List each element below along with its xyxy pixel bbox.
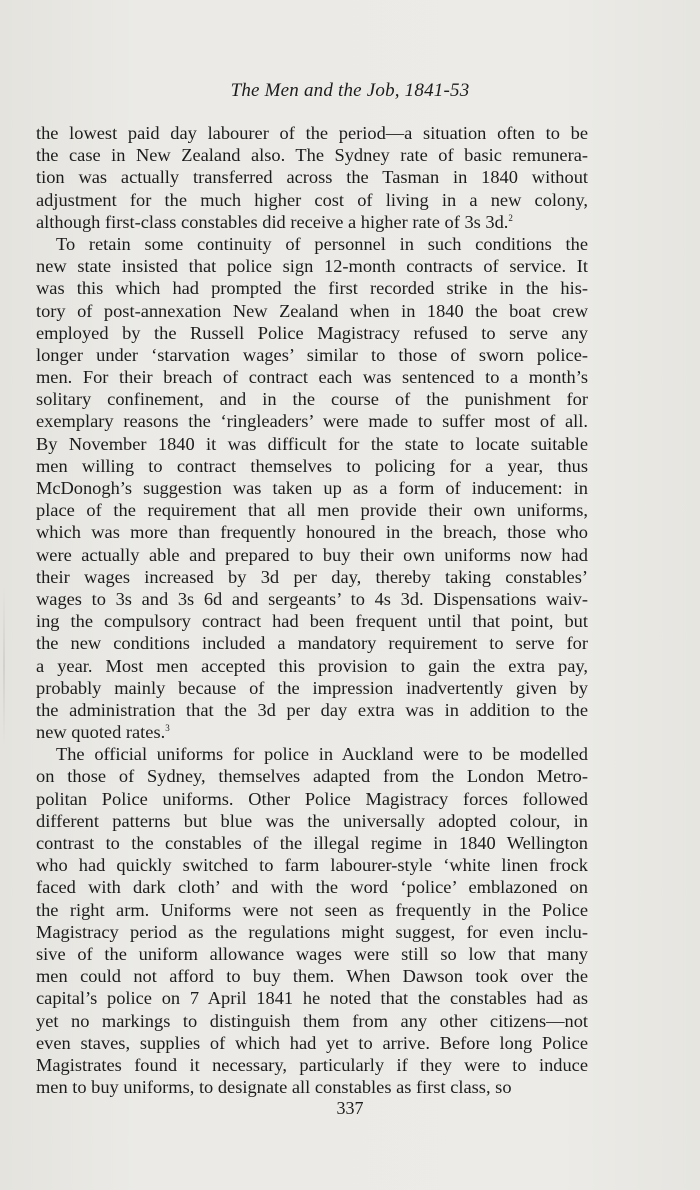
page-edge-shadow — [3, 586, 5, 746]
text-line: men willing to contract themselves to policing for a year, thus — [36, 455, 588, 476]
text-line: new state insisted that police sign 12-month contracts of service. It — [36, 256, 588, 277]
text-line: place of the requirement that all men provide their own uniforms, — [36, 500, 588, 521]
text-line: Magistrates found it necessary, particularly if they were to induce — [36, 1054, 588, 1075]
text-line: Magistracy period as the regulations might suggest, for even inclu- — [36, 921, 588, 942]
text-line: tion was actually transferred across the Tasman in 1840 without — [36, 167, 588, 188]
text-line: men to buy uniforms, to designate all constables as first class, so — [36, 1077, 512, 1098]
text-line: the administration that the 3d per day extra was in addition to the — [36, 699, 588, 720]
text-line: McDonogh’s suggestion was taken up as a form of inducement: in — [36, 478, 588, 498]
text-line: exemplary reasons the ‘ringleaders’ were made to suffer most of all. — [36, 411, 588, 432]
text-line: even staves, supplies of which had yet to arrive. Before long Police — [36, 1032, 588, 1053]
text-line: new quoted rates.$^3$ — [36, 722, 170, 743]
text-line: the right arm. Uniforms were not seen as frequently in the Police — [36, 899, 588, 920]
running-header: The Men and the Job, 1841-53 — [230, 80, 470, 101]
text-line: employed by the Russell Police Magistracy refused to serve any — [36, 322, 588, 343]
text-line: probably mainly because of the impression inadvertently given by — [36, 677, 588, 698]
footnote-marker: 3 — [165, 723, 170, 734]
text-line: although first-class constables did receive a higher rate of 3s 3d.$^2$ — [36, 211, 513, 232]
text-line: a year. Most men accepted this provision to gain the extra pay, — [36, 655, 588, 676]
text-line: men could not afford to buy them. When Dawson took over the — [36, 966, 588, 987]
text-line: the case in New Zealand also. The Sydney rate of basic remunera- — [36, 145, 588, 166]
text-line: The official uniforms for police in Auckland were to be modelled — [56, 744, 588, 765]
text-line: yet no markings to distinguish them from any other citizens—not — [36, 1010, 588, 1031]
text-line: men. For their breach of contract each was sentenced to a month’s — [36, 367, 588, 388]
body-text — [36, 122, 588, 1098]
text-line: who had quickly switched to farm labourer-style ‘white linen frock — [36, 855, 588, 876]
text-line: adjustment for the much higher cost of living in a new colony, — [36, 189, 588, 210]
text-line: To retain some continuity of personnel in such conditions the — [56, 233, 588, 254]
text-line: which was more than frequently honoured in the breach, those who — [36, 522, 588, 543]
text-line: faced with dark cloth’ and with the word ‘police’ emblazoned on — [36, 877, 588, 898]
text-line: capital’s police on 7 April 1841 he noted that the constables had as — [36, 988, 588, 1009]
text-line: their wages increased by 3d per day, thereby taking constables’ — [36, 566, 588, 587]
text-line: different patterns but blue was the universally adopted colour, in — [36, 810, 588, 831]
text-line: were actually able and prepared to buy their own uniforms now had — [36, 544, 588, 565]
text-line: the lowest paid day labourer of the period—a situation often to be — [36, 123, 588, 143]
text-line: longer under ‘starvation wages’ similar to those of sworn police- — [36, 344, 588, 365]
text-line: was this which had prompted the first recorded strike in the his- — [36, 278, 588, 299]
text-line: sive of the uniform allowance wages were still so low that many — [36, 943, 588, 964]
text-line: the new conditions included a mandatory requirement to serve for — [36, 633, 588, 654]
text-line: contrast to the constables of the illegal regime in 1840 Wellington — [36, 833, 588, 853]
text-line: wages to 3s and 3s 6d and sergeants’ to 4s 3d. Dispensations waiv- — [36, 588, 588, 609]
page-number: 337 — [336, 1098, 364, 1118]
text-line: By November 1840 it was difficult for the state to locate suitable — [36, 433, 588, 454]
text-line: ing the compulsory contract had been frequent until that point, but — [36, 611, 588, 632]
text-line: tory of post-annexation New Zealand when in 1840 the boat crew — [36, 300, 588, 321]
footnote-marker: 2 — [508, 212, 513, 223]
text-line: politan Police uniforms. Other Police Magistracy forces followed — [36, 788, 588, 809]
text-line: solitary confinement, and in the course of the punishment for — [36, 389, 588, 410]
text-line: on those of Sydney, themselves adapted from the London Metro- — [36, 766, 588, 787]
